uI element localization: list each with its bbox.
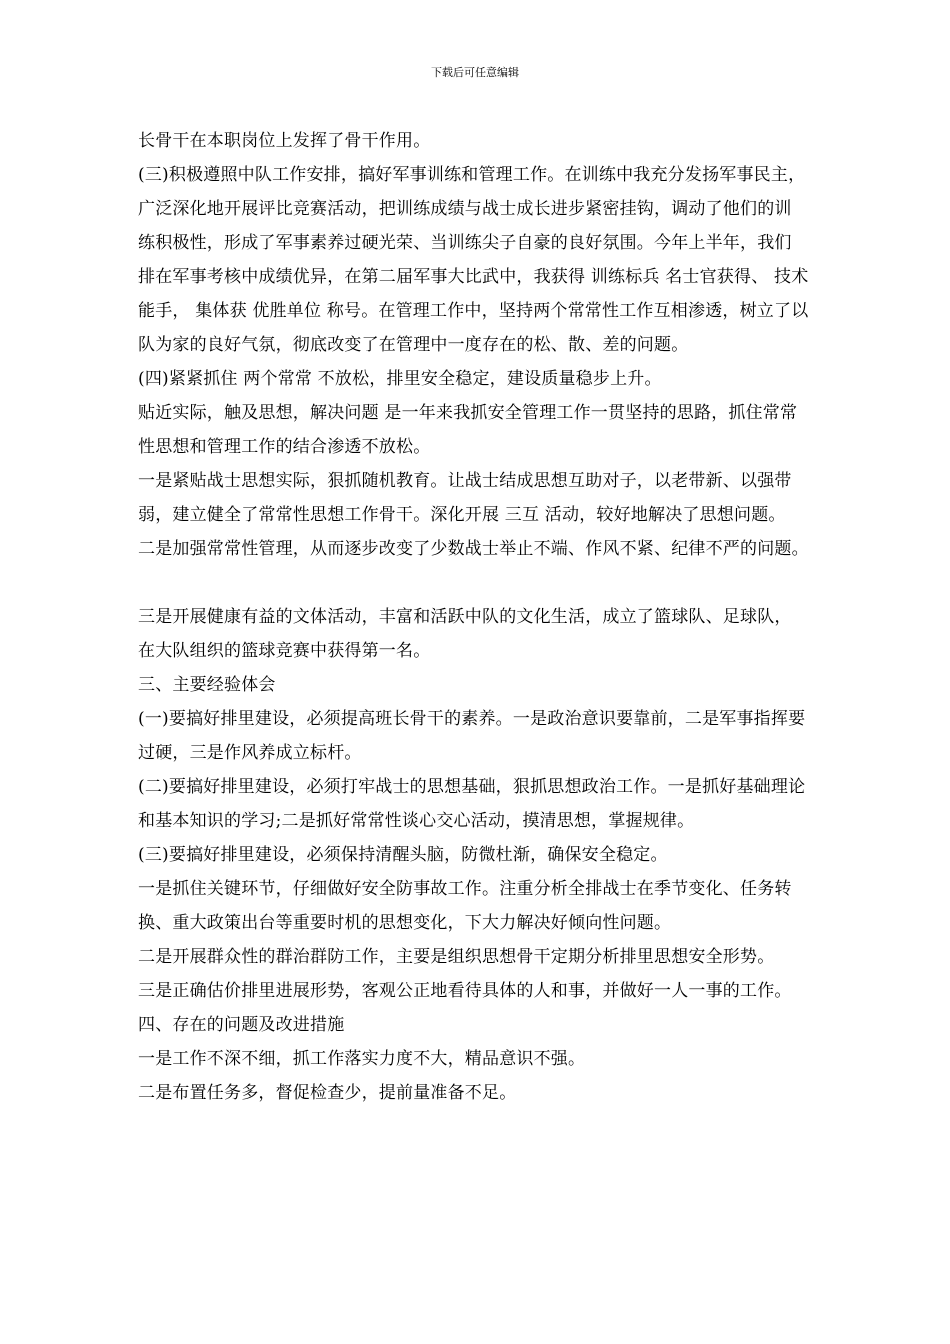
paragraph-line: 和基本知识的学习;二是抓好常常性谈心交心活动，摸清思想，掌握规律。	[138, 811, 695, 831]
paragraph-line: 一是工作不深不细，抓工作落实力度不大，精品意识不强。	[138, 1049, 586, 1069]
paragraph-line: 弱，建立健全了常常性思想工作骨干。深化开展 三互 活动，较好地解决了思想问题。	[138, 505, 786, 525]
paragraph-line: (二)要搞好排里建设，必须打牢战士的思想基础，狠抓思想政治工作。一是抓好基础理论	[138, 777, 806, 797]
paragraph-line: 二是开展群众性的群治群防工作，主要是组织思想骨干定期分析排里思想安全形势。	[138, 947, 775, 967]
paragraph-line: 换、重大政策出台等重要时机的思想变化，下大力解决好倾向性问题。	[138, 913, 672, 933]
paragraph-line: (四)紧紧抓住 两个常常 不放松，排里安全稳定，建设质量稳步上升。	[138, 369, 662, 389]
paragraph-line: 一是抓住关键环节，仔细做好安全防事故工作。注重分析全排战士在季节变化、任务转	[138, 879, 792, 899]
paragraph-line: 二是加强常常性管理，从而逐步改变了少数战士举止不端、作风不紧、纪律不严的问题。	[138, 539, 809, 559]
paragraph-line: (三)积极遵照中队工作安排，搞好军事训练和管理工作。在训练中我充分发扬军事民主，	[138, 165, 806, 185]
paragraph-line: 练积极性，形成了军事素养过硬光荣、当训练尖子自豪的良好氛围。今年上半年，我们	[138, 233, 792, 253]
paragraph-line: 三是开展健康有益的文体活动，丰富和活跃中队的文化生活，成立了篮球队、足球队，	[138, 607, 792, 627]
document-body	[138, 124, 898, 1110]
paragraph-line: (一)要搞好排里建设，必须提高班长骨干的素养。一是政治意识要靠前，二是军事指挥要	[138, 709, 806, 729]
section-heading: 四、存在的问题及改进措施	[138, 1015, 345, 1035]
paragraph-line: 队为家的良好气氛，彻底改变了在管理中一度存在的松、散、差的问题。	[138, 335, 689, 355]
paragraph-line: 性思想和管理工作的结合渗透不放松。	[138, 437, 431, 457]
paragraph-line: 长骨干在本职岗位上发挥了骨干作用。	[138, 131, 431, 151]
paragraph-line: 一是紧贴战士思想实际，狠抓随机教育。让战士结成思想互助对子，以老带新、以强带	[138, 471, 792, 491]
paragraph-line: 二是布置任务多，督促检查少，提前量准备不足。	[138, 1083, 517, 1103]
paragraph-line: 能手， 集体获 优胜单位 称号。在管理工作中，坚持两个常常性工作互相渗透，树立了以	[138, 301, 809, 321]
paragraph-line: 过硬，三是作风养成立标杆。	[138, 743, 362, 763]
paragraph-line: 贴近实际，触及思想，解决问题 是一年来我抓安全管理工作一贯坚持的思路，抓住常常	[138, 403, 798, 423]
paragraph-line: 广泛深化地开展评比竞赛活动，把训练成绩与战士成长进步紧密挂钩，调动了他们的训	[138, 199, 792, 219]
paragraph-line: 三是正确估价排里进展形势，客观公正地看待具体的人和事，并做好一人一事的工作。	[138, 981, 792, 1001]
paragraph-line: 在大队组织的篮球竞赛中获得第一名。	[138, 641, 431, 661]
paragraph-line: (三)要搞好排里建设，必须保持清醒头脑，防微杜渐，确保安全稳定。	[138, 845, 668, 865]
paragraph-line: 排在军事考核中成绩优异，在第二届军事大比武中，我获得 训练标兵 名士官获得、 技术	[138, 267, 809, 287]
section-heading: 三、主要经验体会	[138, 675, 276, 695]
blank-line	[138, 566, 898, 600]
page-header: 下载后可任意编辑	[431, 66, 519, 79]
